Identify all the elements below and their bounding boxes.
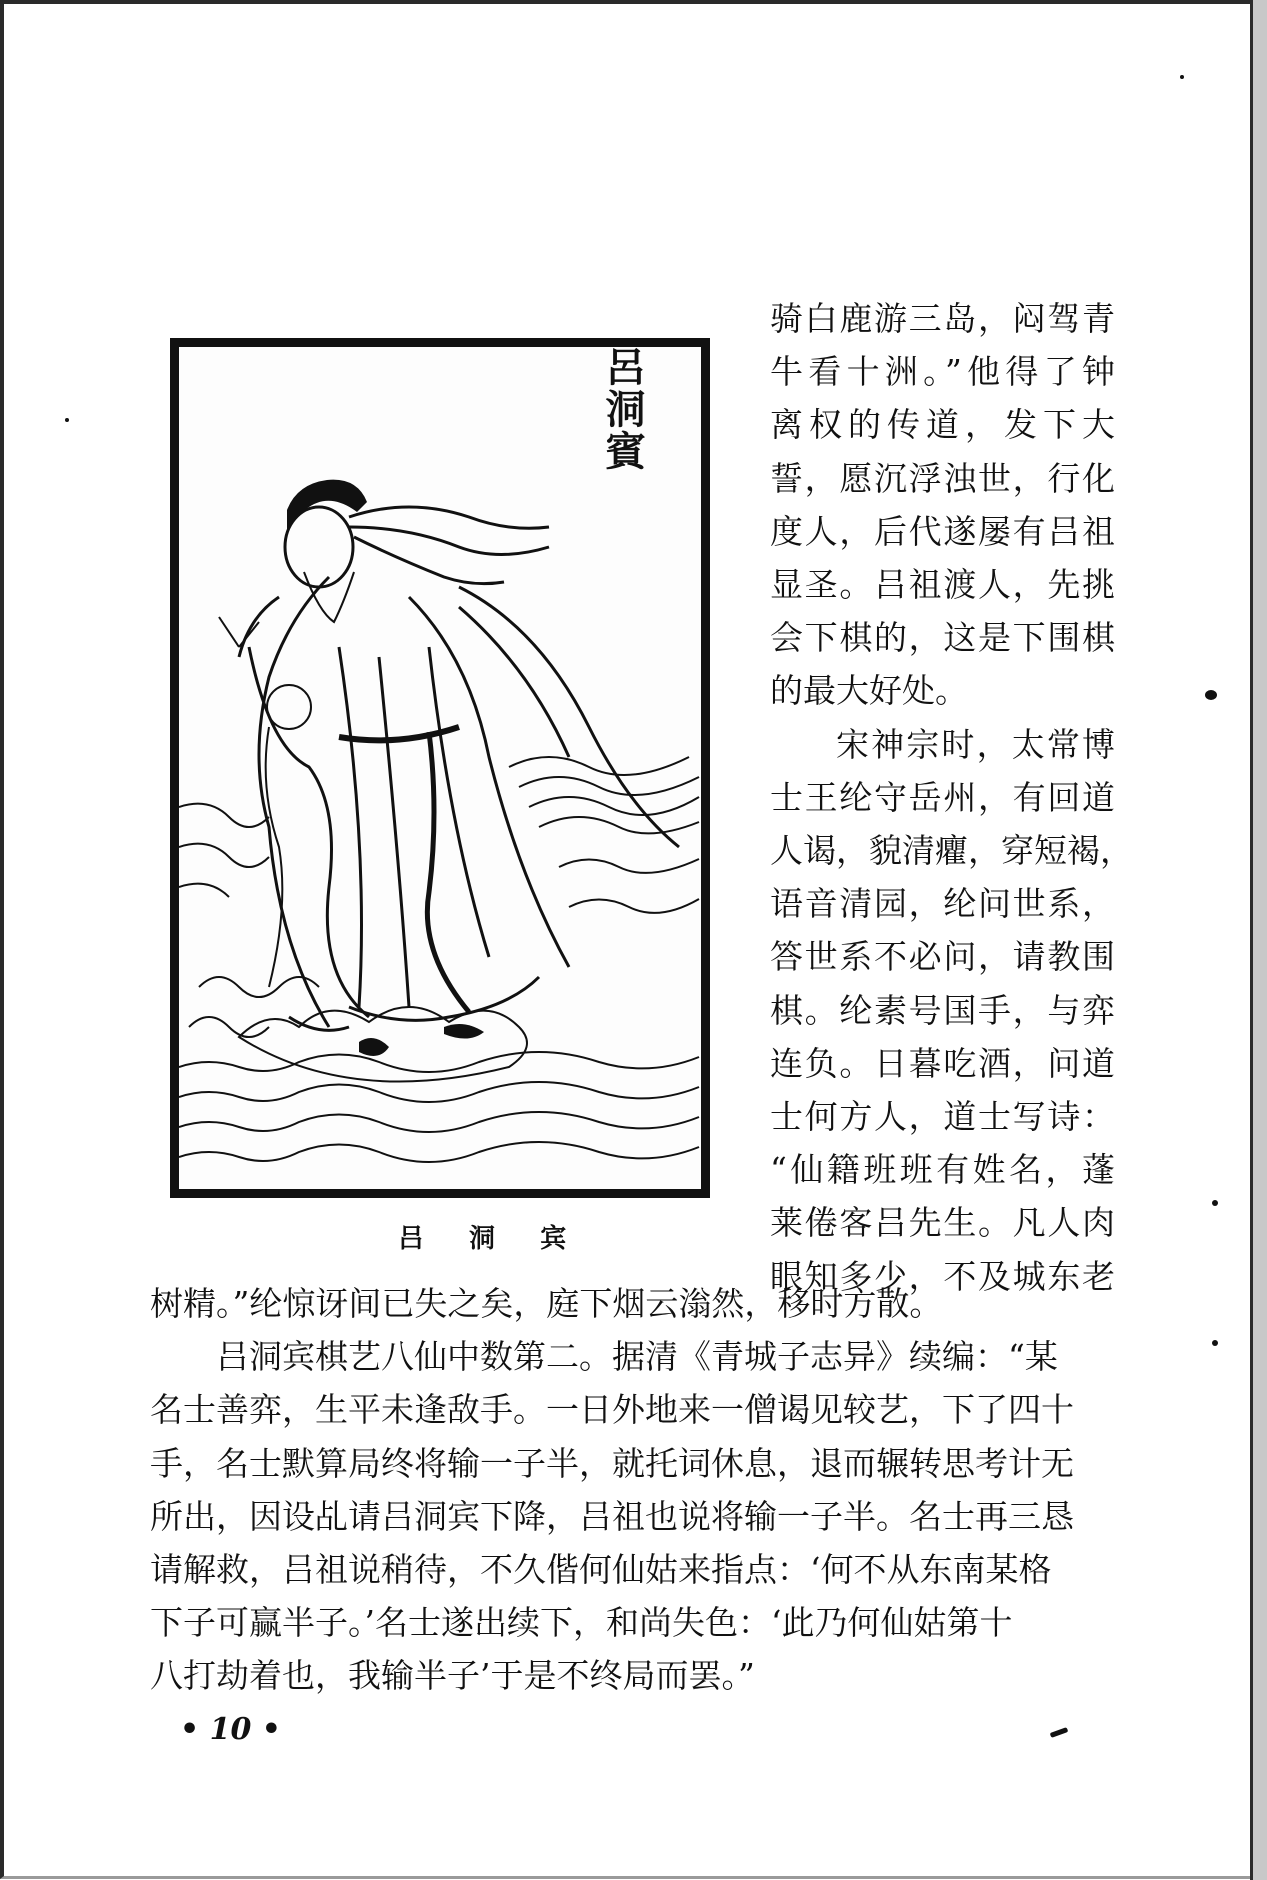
text-line: 树精。”纶惊讶间已失之矣，庭下烟云滃然，移时方散。 <box>150 1284 943 1323</box>
text-line: 士何方人，道士写诗： <box>770 1097 1115 1137</box>
illustration-caption: 吕 洞 宾 <box>398 1224 585 1254</box>
text-line: 眼知多少，不及城东老 <box>770 1256 1115 1296</box>
text-line: 宋神宗时，太常博 <box>836 724 1115 764</box>
scan-speck <box>1212 1340 1218 1346</box>
page-right-edge-line <box>1250 0 1253 1880</box>
illustration-title: 呂洞賓 <box>599 346 646 472</box>
text-line: 棋。纶素号国手，与弈 <box>770 990 1115 1030</box>
lu-dongbin-drawing <box>179 347 701 1189</box>
text-line: 离权的传道，发下大 <box>770 405 1115 445</box>
text-line: 会下棋的，这是下围棋 <box>770 618 1115 658</box>
text-line: 答世系不必问，请教围 <box>770 937 1115 977</box>
text-line: 莱倦客吕先生。凡人肉 <box>770 1203 1115 1243</box>
scan-speck <box>1205 690 1217 700</box>
scan-speck <box>1180 75 1184 79</box>
text-line: 下子可赢半子。’名士遂出续下，和尚失色：‘此乃何仙姑第十 <box>150 1603 1013 1643</box>
text-line: 显圣。吕祖渡人，先挑 <box>770 565 1115 605</box>
main-text-block <box>150 1277 1110 1703</box>
text-line: 士王纶守岳州，有回道 <box>770 777 1115 817</box>
text-line: 请解救，吕祖说稍待，不久偕何仙姑来指点：‘何不从东南某格 <box>150 1550 1052 1590</box>
text-line: 八打劫着也，我输半子’于是不终局而罢。” <box>150 1656 755 1696</box>
page-number: • 10 • <box>180 1712 281 1747</box>
text-line: 吕洞宾棋艺八仙中数第二。据清《青城子志异》续编：“某 <box>216 1337 1058 1377</box>
scan-speck <box>65 418 69 422</box>
text-line: 骑白鹿游三岛，闷驾青 <box>770 299 1115 338</box>
text-line: 连负。日暮吃酒，问道 <box>770 1043 1115 1083</box>
text-line: 名士善弈，生平未逢敌手。一日外地来一僧谒见较艺，下了四十 <box>150 1390 1074 1430</box>
scan-speck <box>1212 1200 1218 1206</box>
text-line: 人谒，貌清癯，穿短褐， <box>770 831 1133 871</box>
text-line: “仙籍班班有姓名，蓬 <box>770 1150 1115 1190</box>
text-line: 誓，愿沉浮浊世，行化 <box>770 458 1115 498</box>
text-line: 所出，因设乩请吕洞宾下降，吕祖也说将输一子半。名士再三恳 <box>150 1496 1074 1536</box>
side-text-column <box>770 292 1133 1303</box>
text-line: 手，名士默算局终将输一子半，就托词休息，退而辗转思考计无 <box>150 1443 1074 1483</box>
text-line: 语音清园，纶问世系， <box>770 884 1115 924</box>
text-line: 牛看十洲。”他得了钟 <box>770 352 1115 392</box>
text-line: 的最大好处。 <box>770 671 968 711</box>
text-line: 度人，后代遂屡有吕祖 <box>770 511 1115 551</box>
